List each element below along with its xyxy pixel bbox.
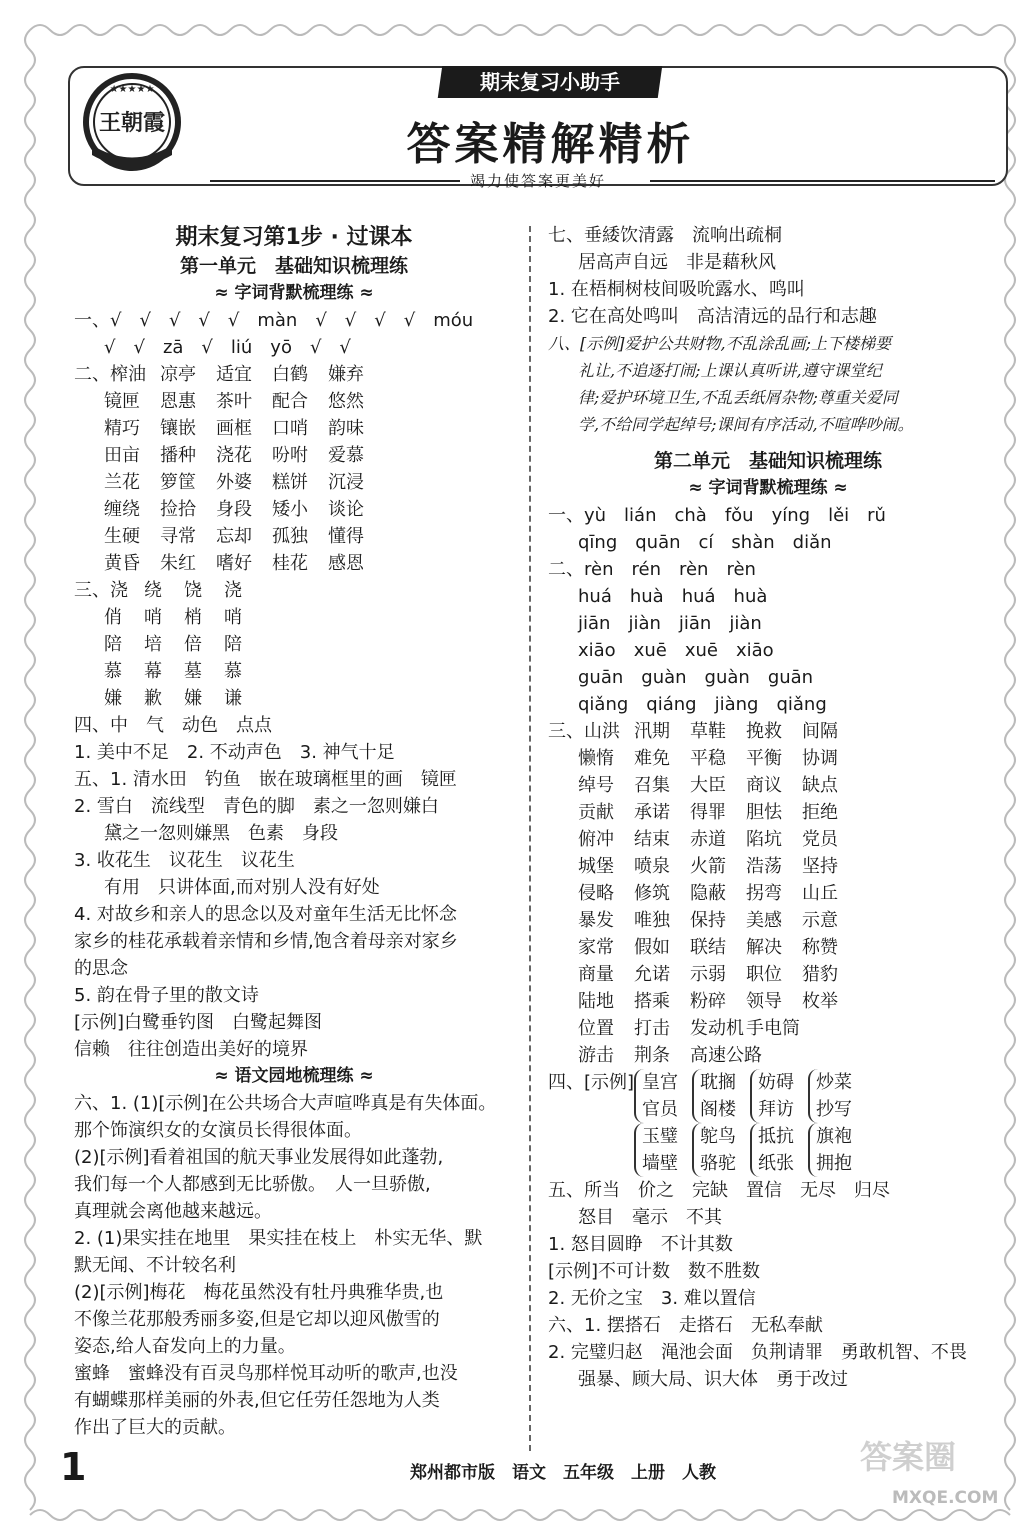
example-label: 四、[示例] [548, 1072, 635, 1093]
answer-line: 1. 在梧桐树枝间吸吮露水、鸣叫 [548, 279, 805, 300]
pinyin-line: guān guàn guàn guān [578, 667, 814, 688]
grid-cell: 沉浸 [328, 472, 364, 493]
grid-row [548, 988, 988, 1015]
group-word: 抵抗 [758, 1126, 795, 1147]
word-group [692, 1123, 736, 1177]
grid-cell: 修筑 [634, 883, 670, 904]
word-group [750, 1069, 794, 1123]
grid-cell: 美感 [746, 910, 782, 931]
grid-cell: 假如 [634, 937, 670, 958]
word-group [634, 1069, 678, 1123]
header-banner: 期末复习小助手 [438, 66, 662, 98]
grid-row [548, 853, 988, 880]
word-group [750, 1123, 794, 1177]
handwritten-line: 礼让,不追逐打闹;上课认真听讲,遵守课堂纪 [578, 361, 882, 380]
grid-row [74, 604, 514, 631]
grid-cell: 黄昏 [104, 553, 140, 574]
answer-line: 四、中 气 动色 点点 [74, 715, 272, 736]
grid-cell: 饶 [184, 580, 202, 601]
group-word: 墙壁 [642, 1153, 679, 1174]
grid-row [548, 1042, 988, 1069]
grid-cell: 陆地 [578, 991, 614, 1012]
subsection-title: ≈ 字词背默梳理练 ≈ [214, 283, 374, 303]
grid-row [548, 745, 988, 772]
grid-cell: 忘却 [216, 526, 252, 547]
word-group-row [634, 1069, 866, 1123]
grid-cell: 谦 [224, 688, 242, 709]
grid-row [74, 523, 514, 550]
left-column [74, 222, 514, 1441]
grid-cell: 生硬 [104, 526, 140, 547]
answer-line: 1. 美中不足 2. 不动声色 3. 神气十足 [74, 742, 395, 763]
grid-row [548, 826, 988, 853]
grid-cell: 田亩 [104, 445, 140, 466]
grid-cell: 示弱 [690, 964, 726, 985]
handwritten-line: 学,不给同学起绰号;课间有序活动,不喧哗吵闹。 [578, 415, 914, 434]
grid-cell: 浇 [224, 580, 242, 601]
word-group-wrap [634, 1069, 866, 1177]
grid-cell: 兰花 [104, 472, 140, 493]
grid-cell: 感恩 [328, 553, 364, 574]
grid-cell: 协调 [802, 748, 838, 769]
answer-line: 2. (1)果实挂在地里 果实挂在枝上 朴实无华、默 [74, 1228, 483, 1249]
pinyin-line: jiān jiàn jiān jiàn [578, 613, 762, 634]
grid-cell: 恩惠 [160, 391, 196, 412]
grid-row [548, 718, 988, 745]
grid-cell: 承诺 [634, 802, 670, 823]
grid-cell: 箩筐 [160, 472, 196, 493]
group-word: 拥抱 [816, 1153, 853, 1174]
grid-cell: 荆条 [634, 1045, 670, 1066]
pinyin-line: qiǎng qiáng jiàng qiǎng [578, 694, 827, 715]
answer-line: 六、1. 摆搭石 走搭石 无私奉献 [548, 1315, 823, 1336]
answer-line: 2. 雪白 流线型 青色的脚 素之一忽则嫌白 [74, 796, 439, 817]
grid-cell: 谈论 [328, 499, 364, 520]
grid-cell: 白鹤 [272, 364, 308, 385]
grid-cell: 吩咐 [272, 445, 308, 466]
grid-cell: 搭乘 [634, 991, 670, 1012]
handwritten-line: 律;爱护环境卫生,不乱丢纸屑杂物;尊重关爱同 [578, 388, 898, 407]
grid-cell: 赤道 [690, 829, 726, 850]
grid-cell: 孤独 [272, 526, 308, 547]
grid-cell: 三、浇 [74, 580, 128, 601]
word-group-row [634, 1123, 866, 1177]
answer-line: 怒目 毫示 不其 [578, 1207, 722, 1228]
grid-cell: 俏 [104, 607, 122, 628]
grid-cell: 陪 [104, 634, 122, 655]
grid-cell: 配合 [272, 391, 308, 412]
answer-line: 居高声自远 非是藉秋风 [578, 252, 776, 273]
group-word: 鸵鸟 [700, 1126, 737, 1147]
answer-line: [示例]白鹭垂钓图 白鹭起舞图 [74, 1012, 323, 1033]
grid-cell: 哨 [144, 607, 162, 628]
word-group [692, 1069, 736, 1123]
grid-cell: 暴发 [578, 910, 614, 931]
svg-text:★★★★★: ★★★★★ [109, 84, 155, 95]
grid-cell: 浇花 [216, 445, 252, 466]
group-word: 拜访 [758, 1099, 795, 1120]
slogan-rule-right [650, 180, 995, 182]
grid-cell: 糕饼 [272, 472, 308, 493]
answer-line: 一、√ √ √ √ √ màn √ √ √ √ móu [74, 310, 474, 331]
answer-line: 不像兰花那般秀丽多姿,但是它却以迎风傲雪的 [74, 1309, 440, 1330]
grid-row [74, 577, 514, 604]
word-grid [548, 718, 988, 1069]
grid-cell: 位置 [578, 1018, 614, 1039]
grid-cell: 慕 [224, 661, 242, 682]
grid-cell: 允诺 [634, 964, 670, 985]
footer-info: 郑州都市版 语文 五年级 上册 人教 [410, 1463, 716, 1483]
grid-cell: 朱红 [160, 553, 196, 574]
grid-cell: 身段 [216, 499, 252, 520]
pinyin-line: xiāo xuē xuē xiāo [578, 640, 774, 661]
pinyin-grid [548, 556, 988, 718]
char-grid [74, 577, 514, 712]
grid-cell: 职位 [746, 964, 782, 985]
answer-line: 五、所当 价之 完缺 置信 无尽 归尽 [548, 1180, 890, 1201]
grid-row [548, 1015, 988, 1042]
answer-line: 五、1. 清水田 钓鱼 嵌在玻璃框里的画 镜匣 [74, 769, 457, 790]
grid-cell: 俯冲 [578, 829, 614, 850]
watermark-url: MXQE.COM [892, 1488, 999, 1508]
grid-row [74, 388, 514, 415]
grid-cell: 悠然 [328, 391, 364, 412]
grid-row [548, 934, 988, 961]
grid-cell: 陷坑 [746, 829, 782, 850]
word-group [634, 1123, 678, 1177]
grid-cell: 培 [144, 634, 162, 655]
slogan-rule-left [210, 180, 460, 182]
group-word: 皇宫 [642, 1072, 679, 1093]
grid-cell: 桂花 [272, 553, 308, 574]
grid-cell: 结束 [634, 829, 670, 850]
answer-line: 黛之一忽则嫌黑 色素 身段 [104, 823, 338, 844]
grid-cell: 火箭 [690, 856, 726, 877]
grid-cell: 缠绕 [104, 499, 140, 520]
group-word: 阁楼 [700, 1099, 737, 1120]
grid-cell: 领导 [746, 991, 782, 1012]
answer-line: 有蝴蝶那样美丽的外表,但它任劳任怨地为人类 [74, 1390, 440, 1411]
handwritten-line: 八、[示例]爱护公共财物,不乱涂乱画;上下楼梯要 [548, 334, 891, 353]
grid-cell: 得罪 [690, 802, 726, 823]
grid-cell: 商议 [746, 775, 782, 796]
grid-cell: 召集 [634, 775, 670, 796]
grid-cell: 二、榨油 [74, 364, 146, 385]
grid-cell: 家常 [578, 937, 614, 958]
grid-cell: 画框 [216, 418, 252, 439]
slogan: 竭力使答案更美好 [470, 172, 607, 190]
grid-cell: 侵略 [578, 883, 614, 904]
pinyin-line: 二、rèn rén rèn rèn [548, 559, 756, 580]
answer-line: (2)[示例]梅花 梅花虽然没有牡丹典雅华贵,也 [74, 1282, 444, 1303]
word-group [808, 1123, 852, 1177]
pinyin-line: huá huà huá huà [578, 586, 768, 607]
grid-row [548, 961, 988, 988]
group-word: 官员 [642, 1099, 679, 1120]
grid-cell: 慕 [104, 661, 122, 682]
grid-cell: 手电筒 [746, 1018, 800, 1039]
grid-row [74, 550, 514, 577]
answer-line: 我们每一个人都感到无比骄傲。 人一旦骄傲, [74, 1174, 431, 1195]
grid-cell: 缺点 [802, 775, 838, 796]
grid-cell: 懂得 [328, 526, 364, 547]
grid-cell: 口哨 [272, 418, 308, 439]
grid-cell: 倍 [184, 634, 202, 655]
grid-cell: 拐弯 [746, 883, 782, 904]
group-word: 抄写 [816, 1099, 853, 1120]
grid-cell: 绕 [144, 580, 162, 601]
grid-cell: 绰号 [578, 775, 614, 796]
answer-line: 1. 怒目圆睁 不计其数 [548, 1234, 733, 1255]
grid-cell: 猎豹 [802, 964, 838, 985]
group-word: 妨碍 [758, 1072, 795, 1093]
grid-cell: 梢 [184, 607, 202, 628]
unit-title: 第一单元 基础知识梳理练 [179, 255, 408, 277]
grid-cell: 墓 [184, 661, 202, 682]
grid-row [74, 631, 514, 658]
grid-cell: 歉 [144, 688, 162, 709]
answer-line: 3. 收花生 议花生 议花生 [74, 850, 295, 871]
subsection-title: ≈ 语文园地梳理练 ≈ [214, 1066, 374, 1086]
grid-row [548, 772, 988, 799]
grid-cell: 发动机 [690, 1018, 744, 1039]
grid-row [548, 907, 988, 934]
example-word-groups [548, 1069, 988, 1177]
grid-cell: 精巧 [104, 418, 140, 439]
grid-cell: 草鞋 [690, 721, 726, 742]
grid-cell: 哨 [224, 607, 242, 628]
grid-cell: 难免 [634, 748, 670, 769]
grid-cell: 适宜 [216, 364, 252, 385]
subsection-title: ≈ 字词背默梳理练 ≈ [688, 478, 848, 498]
grid-row [74, 685, 514, 712]
grid-cell: 捡拾 [160, 499, 196, 520]
grid-cell: 嫌 [184, 688, 202, 709]
group-word: 玉璧 [642, 1126, 679, 1147]
grid-cell: 韵味 [328, 418, 364, 439]
grid-cell: 联结 [690, 937, 726, 958]
answer-line: 2. 它在高处鸣叫 高洁清远的品行和志趣 [548, 306, 877, 327]
grid-cell: 大臣 [690, 775, 726, 796]
grid-cell: 嫌弃 [328, 364, 364, 385]
answer-line: 那个饰演织女的女演员长得很体面。 [74, 1120, 362, 1141]
page-title: 答案精解精析 [406, 119, 695, 170]
page-number: 1 [60, 1445, 87, 1489]
word-group [808, 1069, 852, 1123]
grid-cell: 解决 [746, 937, 782, 958]
group-word: 耽搁 [700, 1072, 737, 1093]
group-word: 纸张 [758, 1153, 795, 1174]
grid-cell: 贡献 [578, 802, 614, 823]
grid-cell: 高速公路 [690, 1045, 762, 1066]
grid-cell: 三、山洪 [548, 721, 620, 742]
group-word: 骆驼 [700, 1153, 737, 1174]
answer-line: 4. 对故乡和亲人的思念以及对童年生活无比怀念 [74, 904, 457, 925]
grid-cell: 爱慕 [328, 445, 364, 466]
pinyin-line: 一、yù lián chà fǒu yíng lěi rǔ [548, 505, 886, 526]
grid-cell: 胆怯 [746, 802, 782, 823]
grid-cell: 示意 [802, 910, 838, 931]
grid-row [548, 880, 988, 907]
grid-cell: 陪 [224, 634, 242, 655]
grid-row [74, 442, 514, 469]
answer-line: 默无闻、不计较名利 [74, 1255, 236, 1276]
grid-cell: 唯独 [634, 910, 670, 931]
grid-cell: 嗜好 [216, 553, 252, 574]
answer-line: 信赖 往往创造出美好的境界 [74, 1039, 308, 1060]
grid-cell: 山丘 [802, 883, 838, 904]
grid-cell: 幕 [144, 661, 162, 682]
group-word: 炒菜 [816, 1072, 853, 1093]
grid-row [74, 658, 514, 685]
group-word: 旗袍 [816, 1126, 853, 1147]
grid-cell: 枚举 [802, 991, 838, 1012]
grid-cell: 保持 [690, 910, 726, 931]
grid-cell: 嫌 [104, 688, 122, 709]
unit-title: 第二单元 基础知识梳理练 [653, 450, 882, 472]
grid-cell: 称赞 [802, 937, 838, 958]
right-column [548, 222, 988, 1393]
logo-text: 王朝霞 [98, 110, 166, 136]
grid-cell: 镶嵌 [160, 418, 196, 439]
grid-cell: 凉亭 [160, 364, 196, 385]
grid-cell: 城堡 [578, 856, 614, 877]
answer-line: 强暴、顾大局、识大体 勇于改过 [578, 1369, 848, 1390]
grid-cell: 游击 [578, 1045, 614, 1066]
answer-line: 家乡的桂花承载着亲情和乡情,饱含着母亲对家乡 [74, 931, 458, 952]
grid-cell: 茶叶 [216, 391, 252, 412]
pinyin-line: qīng quān cí shàn diǎn [578, 532, 832, 553]
answer-line: 5. 韵在骨子里的散文诗 [74, 985, 259, 1006]
grid-cell: 矮小 [272, 499, 308, 520]
grid-row [74, 415, 514, 442]
grid-cell: 浩荡 [746, 856, 782, 877]
answer-line: 姿态,给人奋发向上的力量。 [74, 1336, 296, 1357]
grid-cell: 播种 [160, 445, 196, 466]
grid-cell: 懒惰 [578, 748, 614, 769]
grid-row [74, 496, 514, 523]
answer-line: 蜜蜂 蜜蜂没有百灵鸟那样悦耳动听的歌声,也没 [74, 1363, 458, 1384]
answer-line: √ √ zā √ liú yō √ √ [104, 337, 351, 358]
answer-line: 有用 只讲体面,而对别人没有好处 [104, 877, 380, 898]
answer-line: 2. 完璧归赵 渑池会面 负荆请罪 勇敢机智、不畏 [548, 1342, 967, 1363]
answer-line: 2. 无价之宝 3. 难以置信 [548, 1288, 756, 1309]
grid-cell: 间隔 [802, 721, 838, 742]
answer-line: 七、垂緌饮清露 流响出疏桐 [548, 225, 782, 246]
grid-cell: 汛期 [634, 721, 670, 742]
grid-cell: 喷泉 [634, 856, 670, 877]
word-grid [74, 361, 514, 577]
grid-cell: 平衡 [746, 748, 782, 769]
grid-cell: 打击 [634, 1018, 670, 1039]
grid-cell: 党员 [802, 829, 838, 850]
answer-line: 真理就会离他越来越远。 [74, 1201, 272, 1222]
grid-cell: 隐蔽 [690, 883, 726, 904]
watermark: 答案圈 [860, 1438, 957, 1476]
column-divider [529, 226, 531, 1451]
section-title: 期末复习第1步 · 过课本 [175, 225, 413, 250]
answer-line: (2)[示例]看着祖国的航天事业发展得如此蓬勃, [74, 1147, 444, 1168]
grid-cell: 外婆 [216, 472, 252, 493]
grid-cell: 粉碎 [690, 991, 726, 1012]
answer-line: 作出了巨大的贡献。 [74, 1417, 236, 1438]
grid-row [74, 469, 514, 496]
grid-cell: 拒绝 [802, 802, 838, 823]
grid-row [74, 361, 514, 388]
grid-cell: 寻常 [160, 526, 196, 547]
answer-line: 六、1. (1)[示例]在公共场合大声喧哗真是有失体面。 [74, 1093, 497, 1114]
answer-line: [示例]不可计数 数不胜数 [548, 1261, 761, 1282]
grid-cell: 坚持 [802, 856, 838, 877]
grid-cell: 平稳 [690, 748, 726, 769]
grid-cell: 商量 [578, 964, 614, 985]
grid-row [548, 799, 988, 826]
grid-cell: 镜匣 [104, 391, 140, 412]
grid-cell: 挽救 [746, 721, 782, 742]
answer-line: 的思念 [74, 958, 128, 979]
